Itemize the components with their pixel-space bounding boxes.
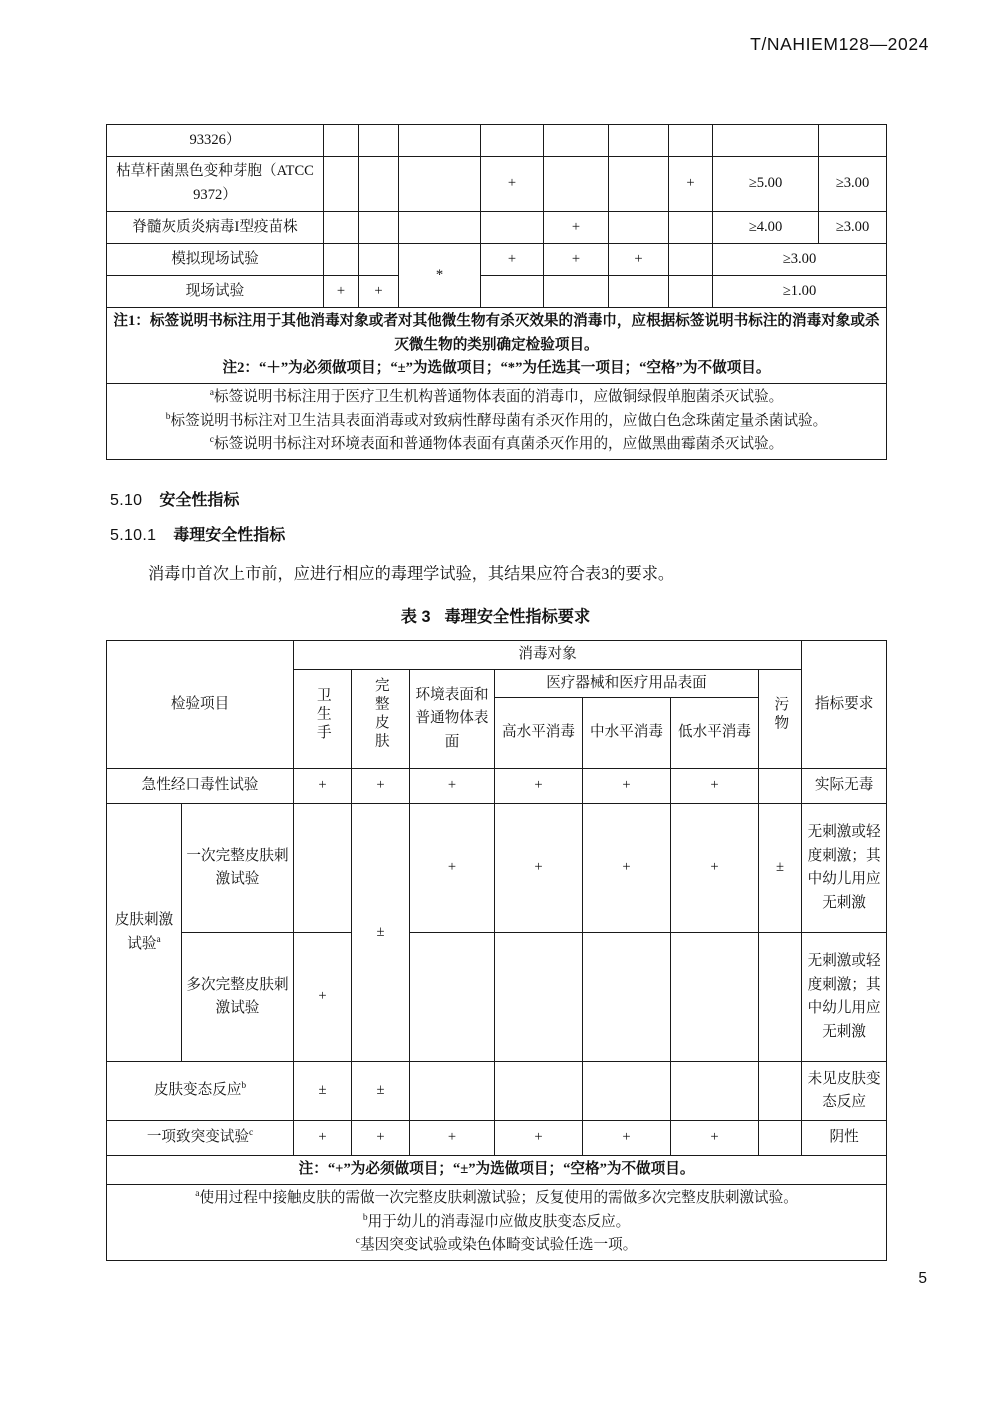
footnote-a-text: 使用过程中接触皮肤的需做一次完整皮肤刺激试验；反复使用的需做多次完整皮肤刺激试验。 xyxy=(199,1189,798,1206)
note-2-text: 注2：“＋”为必须做项目；“±”为选做项目；“*”为任选其一项目；“空格”为不做项目。 xyxy=(222,360,771,377)
header-hand xyxy=(294,669,352,769)
table3-note-row xyxy=(107,1156,887,1185)
cell-high: + xyxy=(481,157,544,212)
cell-low xyxy=(671,1062,759,1121)
row-group-label-text: 皮肤刺激试验 xyxy=(114,912,174,952)
cell-hand: + xyxy=(294,933,352,1062)
cell-mid: + xyxy=(583,804,671,933)
table-note-row xyxy=(107,308,887,384)
table3-footnotes-block xyxy=(107,1184,887,1260)
cell-high: + xyxy=(495,804,583,933)
table-row xyxy=(107,157,887,212)
note-2 xyxy=(110,357,883,381)
footnote-a-text: 标签说明书标注用于医疗卫生机构普通物体表面的消毒巾，应做铜绿假单胞菌杀灭试验。 xyxy=(214,388,784,405)
cell-requirement: 无刺激或轻度刺激；其中幼儿用应无刺激 xyxy=(802,933,887,1062)
row-label xyxy=(107,1062,294,1121)
row-sub-label: 多次完整皮肤刺激试验 xyxy=(182,933,294,1062)
cell-requirement: 未见皮肤变态反应 xyxy=(802,1062,887,1121)
row-label-text: 皮肤变态反应 xyxy=(153,1082,242,1099)
cell-req-merged: ≥3.00 xyxy=(713,244,887,276)
header-high: 高水平消毒 xyxy=(495,698,583,769)
header-env: 环境表面和普通物体表面 xyxy=(410,669,495,769)
cell-hand xyxy=(324,212,359,244)
footnote-a-marker: a xyxy=(195,1189,200,1200)
header-hand-label: 卫生手 xyxy=(314,686,331,743)
footnote-c-marker: c xyxy=(209,435,215,446)
footnote-b-marker: b xyxy=(362,1212,368,1223)
table-footnote-row xyxy=(107,383,887,459)
table3-footnote-row xyxy=(107,1184,887,1260)
cell-high xyxy=(481,276,544,308)
cell-waste xyxy=(759,933,802,1062)
footnote-c-text: 基因突变试验或染色体畸变试验任选一项。 xyxy=(360,1237,638,1254)
cell-env xyxy=(399,125,481,157)
cell-mid: + xyxy=(583,1121,671,1156)
heading-5-10-number: 5.10 xyxy=(110,492,143,509)
footnote-b xyxy=(110,410,883,434)
cell-skin: ± xyxy=(352,1062,410,1121)
note-1 xyxy=(110,310,883,357)
cell-waste xyxy=(759,1062,802,1121)
table-row xyxy=(107,769,887,804)
cell-low xyxy=(609,212,669,244)
cell-hand xyxy=(324,157,359,212)
cell-low: + xyxy=(671,1121,759,1156)
row-label-marker: c xyxy=(248,1128,254,1139)
table3-note-block xyxy=(107,1156,887,1185)
cell-req-merged: ≥1.00 xyxy=(713,276,887,308)
table3-header-row-1 xyxy=(107,641,887,670)
cell-waste xyxy=(669,244,713,276)
row-label xyxy=(107,1121,294,1156)
footnote-b-text: 标签说明书标注对卫生洁具表面消毒或对致病性酵母菌有杀灭作用的，应做白色念珠菌定量杀菌试验。 xyxy=(170,412,828,429)
header-skin-label: 完整皮肤 xyxy=(372,677,389,752)
section-paragraph: 消毒巾首次上市前，应进行相应的毒理学试验，其结果应符合表3的要求。 xyxy=(148,565,675,583)
cell-hand: ± xyxy=(294,1062,352,1121)
table3-caption-title: 毒理安全性指标要求 xyxy=(444,608,591,626)
table-row xyxy=(107,1062,887,1121)
cell-waste: + xyxy=(669,157,713,212)
row-sub-label: 一次完整皮肤刺激试验 xyxy=(182,804,294,933)
footnote-c xyxy=(110,433,883,457)
cell-mid xyxy=(583,1062,671,1121)
cell-env: + xyxy=(410,769,495,804)
cell-env xyxy=(410,1062,495,1121)
cell-hand: + xyxy=(294,1121,352,1156)
cell-mid: + xyxy=(544,244,609,276)
cell-low: + xyxy=(609,244,669,276)
table3-caption xyxy=(0,603,991,627)
table-row xyxy=(107,933,887,1062)
cell-low xyxy=(671,933,759,1062)
header-mid: 中水平消毒 xyxy=(583,698,671,769)
table-row xyxy=(107,212,887,244)
cell-mid xyxy=(544,276,609,308)
cell-waste: ± xyxy=(759,804,802,933)
cell-waste xyxy=(669,212,713,244)
cell-env xyxy=(399,157,481,212)
cell-skin xyxy=(359,125,399,157)
cell-hand xyxy=(324,125,359,157)
cell-env: + xyxy=(410,1121,495,1156)
cell-skin xyxy=(359,244,399,276)
cell-high: + xyxy=(481,244,544,276)
heading-5-10-1-number: 5.10.1 xyxy=(110,527,157,544)
header-skin xyxy=(352,669,410,769)
cell-env-merged: * xyxy=(399,244,481,308)
row-label: 模拟现场试验 xyxy=(107,244,324,276)
cell-low: + xyxy=(671,804,759,933)
cell-mid xyxy=(583,933,671,1062)
cell-skin xyxy=(359,157,399,212)
row-label: 急性经口毒性试验 xyxy=(107,769,294,804)
cell-requirement: 实际无毒 xyxy=(802,769,887,804)
table-row xyxy=(107,1121,887,1156)
header-low: 低水平消毒 xyxy=(671,698,759,769)
table-microbial-kill-requirements xyxy=(106,124,887,460)
row-label-text: 一项致突变试验 xyxy=(146,1129,249,1146)
footnote-a xyxy=(110,386,883,410)
cell-requirement: 无刺激或轻度刺激；其中幼儿用应无刺激 xyxy=(802,804,887,933)
cell-waste xyxy=(759,769,802,804)
table3-note-text: 注：“+”为必须做项目；“±”为选做项目；“空格”为不做项目。 xyxy=(298,1161,695,1178)
cell-low xyxy=(609,276,669,308)
heading-5-10-1-title: 毒理安全性指标 xyxy=(173,527,286,544)
cell-req2: ≥3.00 xyxy=(819,157,887,212)
cell-low xyxy=(609,125,669,157)
cell-hand xyxy=(294,804,352,933)
cell-high xyxy=(495,1062,583,1121)
header-requirement: 指标要求 xyxy=(802,641,887,769)
table3-caption-number: 表 3 xyxy=(400,608,431,626)
cell-skin: + xyxy=(352,1121,410,1156)
cell-req1: ≥4.00 xyxy=(713,212,819,244)
header-medical-group: 医疗器械和医疗用品表面 xyxy=(495,669,759,698)
document-header-code: T/NAHIEM128—2024 xyxy=(750,34,929,54)
cell-high: + xyxy=(495,1121,583,1156)
table-row xyxy=(107,125,887,157)
cell-low xyxy=(609,157,669,212)
footnote-b-text: 用于幼儿的消毒湿巾应做皮肤变态反应。 xyxy=(367,1213,631,1230)
cell-hand: + xyxy=(294,769,352,804)
cell-env xyxy=(410,933,495,1062)
cell-waste xyxy=(669,276,713,308)
row-label-marker: b xyxy=(241,1081,247,1092)
note-1-text: 注1：标签说明书标注用于其他消毒对象或者对其他微生物有杀灭效果的消毒巾，应根据标签说明书标注的消毒对象或杀灭微生物的类别确定检验项目。 xyxy=(113,313,880,353)
row-group-label xyxy=(107,804,182,1062)
cell-mid xyxy=(544,125,609,157)
table-notes-block xyxy=(107,308,887,384)
row-label: 枯草杆菌黑色变种芽胞（ATCC 9372） xyxy=(107,157,324,212)
heading-5-10 xyxy=(110,487,239,510)
header-item: 检验项目 xyxy=(107,641,294,769)
table-row xyxy=(107,804,887,933)
cell-high: + xyxy=(495,769,583,804)
row-label: 93326） xyxy=(107,125,324,157)
footnote-a xyxy=(110,1187,883,1211)
cell-low: + xyxy=(671,769,759,804)
cell-waste xyxy=(759,1121,802,1156)
header-waste xyxy=(759,669,802,769)
table-row xyxy=(107,244,887,276)
cell-env xyxy=(399,212,481,244)
cell-mid: + xyxy=(544,212,609,244)
cell-req1: ≥5.00 xyxy=(713,157,819,212)
header-waste-label: 污物 xyxy=(772,696,789,734)
footnote-a-marker: a xyxy=(209,388,215,399)
table3-toxicology-requirements xyxy=(106,640,887,1261)
cell-waste xyxy=(669,125,713,157)
cell-hand xyxy=(324,244,359,276)
heading-5-10-1 xyxy=(110,522,285,545)
cell-skin-merged: ± xyxy=(352,804,410,1062)
cell-high xyxy=(495,933,583,1062)
cell-env: + xyxy=(410,804,495,933)
cell-hand: + xyxy=(324,276,359,308)
cell-skin: + xyxy=(352,769,410,804)
cell-skin: + xyxy=(359,276,399,308)
row-label: 现场试验 xyxy=(107,276,324,308)
cell-high xyxy=(481,125,544,157)
cell-req2 xyxy=(819,125,887,157)
heading-5-10-title: 安全性指标 xyxy=(159,492,240,509)
page-number: 5 xyxy=(918,1270,927,1287)
table-footnotes-block xyxy=(107,383,887,459)
cell-high xyxy=(481,212,544,244)
row-group-label-marker: a xyxy=(156,934,161,945)
footnote-c-text: 标签说明书标注对环境表面和普通物体表面有真菌杀灭作用的，应做黑曲霉菌杀灭试验。 xyxy=(214,436,784,453)
cell-mid: + xyxy=(583,769,671,804)
footnote-b xyxy=(110,1211,883,1235)
table-row xyxy=(107,276,887,308)
row-label: 脊髓灰质炎病毒I型疫苗株 xyxy=(107,212,324,244)
header-object-group: 消毒对象 xyxy=(294,641,802,670)
cell-skin xyxy=(359,212,399,244)
cell-mid xyxy=(544,157,609,212)
footnote-b-marker: b xyxy=(165,411,171,422)
footnote-c xyxy=(110,1234,883,1258)
cell-req1 xyxy=(713,125,819,157)
cell-requirement: 阴性 xyxy=(802,1121,887,1156)
footnote-c-marker: c xyxy=(355,1236,361,1247)
cell-req2: ≥3.00 xyxy=(819,212,887,244)
